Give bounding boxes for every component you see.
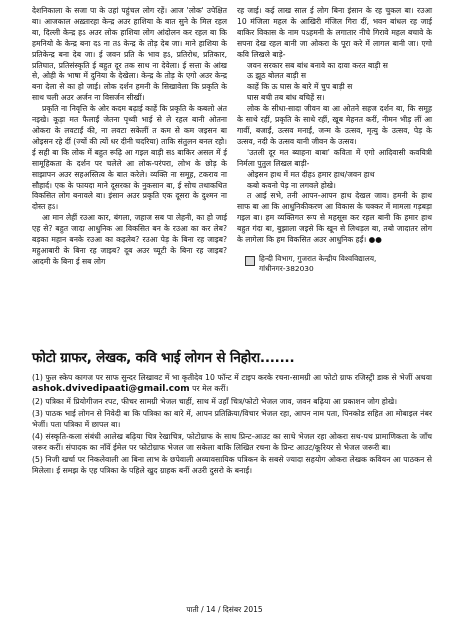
affiliation-line-1: हिन्दी विभाग, गुजरात केन्द्रीय विश्वविद्यालय, — [259, 253, 377, 263]
poem-line-3: काहें कि ऊ घास के बारे में चुप बाड़ी स — [247, 82, 353, 92]
right-column — [237, 6, 432, 346]
left-column — [32, 6, 227, 346]
notice-item-3: (3) पाठक भाई लोगन से निवेदी बा कि पत्रिका का बारे में, आपन प्रतिक्रिया/विचार भेजल रहा, आपन नाम पता, पिनकोड सहित आ मोबाइल नंबर भेजीं। पता पत्रिका में छापल बा। — [32, 409, 432, 429]
notice-item-1 — [32, 372, 432, 395]
notice-item-1-text-b: पर मेल करीं। — [189, 384, 229, 393]
email-link[interactable]: ashok.dvivedipaati@gmail.com — [32, 384, 190, 394]
right-paragraph-3: 'उतली दूर मत ब्याहना बाबा' कविता में एगो आदिवासी कवयित्री निर्मला पुतुल लिखल बाड़ी- — [237, 147, 432, 168]
page-footer: पाती / 14 / दिसंबर 2015 — [186, 605, 263, 614]
right-paragraph-2: लोक के सीधा-सादा जीवन बा आ ओतने सहज दर्शन बा, कि समूह के साथे रहीं, प्रकृति के साथे रहीं, खूब मेहनत करीं, नीमन भीड़ लीं आ गावीं, बजाईं, उत्सव मनाईं, जन्म के उत्सव, मृत्यु के उत्सव, पेड़ के उत्सव, नदी के उत्सव यानी जीवन के उत्सव। — [237, 104, 432, 146]
notice-item-1-text-a: (1) फुल स्केप कागज पर साफ सुन्दर लिखावट में भा कृतीदेव 10 फॉन्ट में टाइप करके रचना-सामग्री आ फोटो ग्राफ रजिस्ट्री डाक से भेजीं अथवा — [32, 373, 432, 382]
poem-line-2: ऊ झूठ बोलत बाड़ी स — [247, 71, 307, 81]
poem-line-5: ओइसन हाथ में मत दीहऽ हमार हाथ/जवन हाथ — [247, 169, 375, 179]
square-bullet-icon — [245, 256, 255, 266]
right-paragraph-4-text: त आई सभे, तनी आपन-आपन हाथ देखल जाव। हमनी के हाथ साफ बा आ कि आधुनिकीकरण आ विकास के चक्कर में मामला गड़बड़ा गइल बा। हम व्यक्तिगत रूप से महसूस कर रहल बानी कि हमार हाथ बहुत गंदा बा, बुझाला जइसे कि खून से लिथड़ल बा, तबो जादातर लोग के लागेला कि हम विकसित अउर आधुनिक हईं। — [237, 191, 432, 245]
affiliation-line-2: गांधीनगर-382030 — [259, 263, 314, 273]
end-mark: ●● — [368, 235, 382, 245]
poem-line-6: कबो कवनो पेड़ ना लगवले होखे। — [247, 180, 336, 190]
right-paragraph-4 — [237, 191, 432, 246]
notice-item-2: (2) पत्रिका में प्रियोगीजन रपट, फीचर सामग्री भेजल चाहीं, साथ में उहाँ चित्र/फोटो भेजल जाव, जवन बढ़िया आ प्रकाशन जोग होखे। — [32, 397, 398, 406]
notice-item-4: (4) संस्कृति-कला संबंधी आलेख बढ़िया चित्र रेखाचित्र, फोटोग्राफ के साथ प्रिन्ट-आउट का साथे भेजल रहा ओकरा सथ-पथ प्रामाणिकता के जाँच जरूर करीं। संपादक का नाँवें ईमेल पर फोटोग्राफ भेजल जा सकेला बाकि लिखित रचना के प्रिन्ट आउट/कूरियर से भेजल जरूरी बा। — [32, 432, 432, 452]
left-paragraph-3: आ मान लेहीं रउआ कार, बंगला, जहाज सब पा लेहनी, का हो जाई एह से? बहुत जादा आधुनिक आ विकसित बन के रउआ का कर लेब? बड़का महान बनके रउआ का कइलेब? रउआ पेड़ के बिना रह जाइब? महुआबारी के बिना रह जाइब? दूब अउर च्यूटी के बिना रह जाइब? आदमी के बिना ई सब लोग — [32, 213, 227, 266]
poem-line-1: जवन सरकार सब बांध बनावे का दावा करत बाड़ी स — [247, 60, 388, 70]
notice-heading: फोटो ग्राफर, लेखक, कवि भाई लोगन से निहोरा....... — [32, 350, 295, 366]
author-affiliation — [237, 254, 432, 274]
right-paragraph-1: रह जाई। कई लाख साल ई लोग बिना इंसान के रह चुकल बा। रउआ 10 मंजिला महल के आखिरी मंजिल गिरा दीं, भवन बांधल रह जाई बाकिर विकास के नाम पऽहमनी के लगातार नीचे गिरावे महल बचावे के सपना देख रहल बानी जा ओकरा के पूरा करे में लागल बानी जा। एगो कवि लिखले बाड़े- — [237, 6, 432, 59]
left-paragraph-1: देशनिकाला के सजा पा के उहां पहुंचल लोग रहें। आज 'लोक' उपेक्षित बा। आजकाल अख़्तारहा केन्द्र अउर हाशिया के बात सुने के मिल रहल बा, दिल्ली केन्द्र हऽ अउर लोक हाशिया लोग आंदोलन कर रहल बा कि हमनियो के केन्द्र बना दऽ ना तऽ केन्द्र के तोड़ देब जा। माने हाशिया के प्रतिकेन्द्र बना देब जा। ई जवन प्रति के भाव हऽ, प्रतिरोध, प्रतिकार, प्रतिघात, प्रतिसंस्कृति ई बहुत दूर तक साथ ना देवेला। ई सत्ता के आंख से, ओही के भाषा में दुनिया के देखेला। केन्द्र के तोड़ के एगो अउर केन्द्र बना देला से का हो जाई। लोक दर्शन हमनी के सिखावेला कि प्रकृति के साथ चली अउर अर्जन ना विसर्जन सीखीं। — [32, 6, 227, 103]
notice-item-5: (5) निजी खर्चा पर निकलेवाली आ बिना लाभ के छपेवाली अव्यावसायिक पत्रिकन के सबसे ज्यादा सहयोग ओकरा लेखक कवियन आ पाठकन से मिलेला। ई समझ के एह पत्रिका के पहिले खुद ग्राहक बनीं अउरी दुसरो के बनाईं। — [32, 455, 432, 475]
affiliation-text — [259, 254, 376, 274]
article-columns — [32, 6, 432, 346]
left-paragraph-2: प्रकृति ना निवृत्ति के ओर कदम बढ़ाई काहें कि प्रकृति के कबलो अंत नइखे। कूड़ा मत फैलाईं जेतना पृथ्वी भाई से ले रहल बानी ओतना ओकरा के लवटाईं की, ना लवटा सकेलीं त कम से कम जइसन बा ओइसन रहे दीं (ज्यों की त्यों धर दीनी चदरिया) ताकि संतुलन बनल रहो। ई सही बा कि लोक में बहुत रूढ़ि आ गइल बाड़ी सऽ बाकिर असल में ई सामूहिकता के दर्शन पर चलेले आ लोक-परंपरा, लोभ के छोड़ के साझापन अउर सहअस्तित्व के बात करेले। व्यक्ति ना समूह, टकराव ना सौहार्द। एक के फायदा माने दूसरका के नुकसान बा, ई सोच तथाकथित विकसित लोग बनावले बा। इंसान अउर प्रकृति एक दूसरा के दुश्मन ना दोस्त हऽ। — [32, 104, 227, 212]
notice-list — [32, 372, 432, 477]
poem-line-4: घास बची तब बांध बचिहें स। — [247, 93, 325, 103]
